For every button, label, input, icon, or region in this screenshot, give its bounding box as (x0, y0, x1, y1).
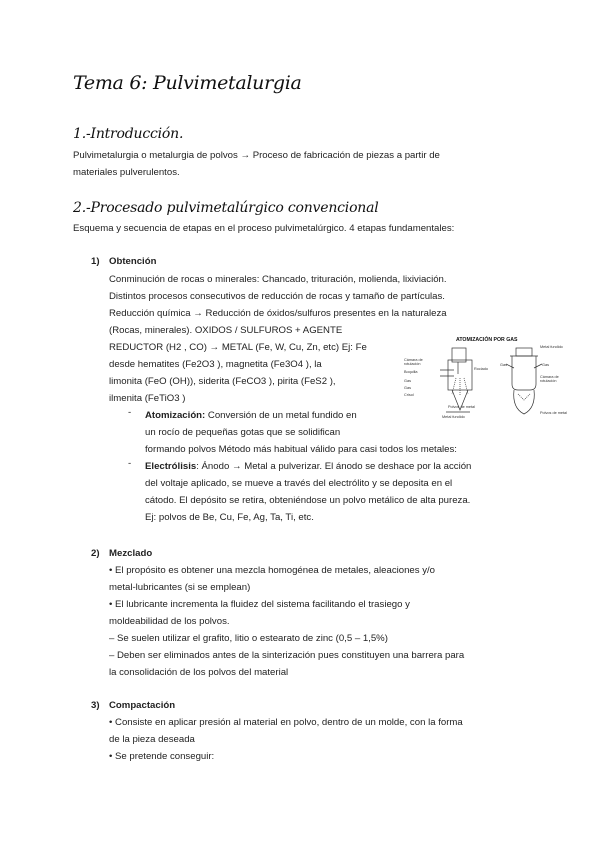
fig-label-rociado: Rociado (474, 367, 488, 371)
fig-label-camara-left2: rotulación (404, 362, 421, 366)
step1-line-3: Reducción química → Reducción de óxidos/sulfuros presentes en la naturaleza (109, 308, 447, 319)
step2-line-3: • El lubricante incrementa la fluidez del sistema facilitando el trasiego y (109, 599, 410, 610)
atomizacion-line-3: formando polvos Método más habitual válido para casi todos los metales: (145, 444, 457, 455)
atomizacion-line-1 (145, 407, 357, 424)
step2-line-2: metal-lubricantes (si se emplean) (109, 582, 251, 593)
electrolisis-line-1 (145, 458, 471, 475)
sec2-intro: Esquema y secuencia de etapas en el proceso pulvimetalúrgico. 4 etapas fundamentales: (73, 223, 455, 234)
step-3-heading: Compactación (109, 700, 176, 711)
step1-line-7: limonita (FeO (OH)), siderita (FeCO3 ), pirita (FeS2 ), (109, 376, 336, 387)
step1-line-2: Distintos procesos consecutivos de reducción de rocas y tamaño de partículas. (109, 291, 445, 302)
step2-line-7: la consolidación de los polvos del material (109, 667, 289, 678)
atomizacion-text-1: Conversión de un metal fundido en (205, 410, 357, 421)
fig-label-gas2: Gas (404, 386, 411, 390)
fig-label-metal-fundido-right: Metal fundido (540, 345, 563, 349)
fig-label-camara-right: Cámara de (540, 375, 559, 379)
fig-label-gas-right2: Gas (542, 363, 549, 367)
electrolisis-line-3: cátodo. El depósito se retira, obteniéndose un polvo metálico de alta pureza. (145, 495, 471, 506)
atomizacion-dash: - (128, 407, 132, 418)
gas-atomization-figure (400, 334, 588, 420)
left-apparatus-drawing (440, 348, 472, 412)
step3-line-3: • Se pretende conseguir: (109, 751, 215, 762)
fig-label-polvo-right: Polvos de metal (540, 411, 568, 415)
section-1-heading: 1.-Introducción. (73, 126, 184, 142)
fig-label-gas-right1: Gas (500, 363, 507, 367)
fig-label-camara-left: Cámara de (404, 358, 423, 362)
step1-line-6: desde hematites (Fe2O3 ), magnetita (Fe3O4 ), la (109, 359, 322, 370)
fig-label-crisol: Crisol (404, 393, 414, 397)
fig-label-metal-fundido-left: Metal fundido (442, 415, 465, 419)
sec1-line-1: Pulvimetalurgia o metalurgia de polvos → Proceso de fabricación de piezas a partir de (73, 150, 440, 161)
electrolisis-dash: - (128, 458, 132, 469)
electrolisis-label: Electrólisis (145, 461, 197, 472)
fig-label-boquilla: Boquilla (404, 370, 418, 374)
step-1-heading: Obtención (109, 256, 157, 267)
atomizacion-line-2: un rocío de pequeñas gotas que se solidifican (145, 427, 341, 438)
step1-line-4: (Rocas, minerales). OXIDOS / SULFUROS + AGENTE (109, 325, 343, 336)
electrolisis-line-4: Ej: polvos de Be, Cu, Fe, Ag, Ta, Ti, etc. (145, 512, 314, 523)
step-2-number: 2) (91, 548, 100, 559)
step-1-number: 1) (91, 256, 100, 267)
section-2-heading: 2.-Procesado pulvimetalúrgico convencional (73, 200, 379, 216)
atomizacion-label: Atomización: (145, 410, 206, 421)
page-title: Tema 6: Pulvimetalurgia (73, 72, 302, 94)
right-apparatus-drawing (506, 348, 542, 414)
step1-line-5: REDUCTOR (H2 , CO) → METAL (Fe, W, Cu, Zn, etc) Ej: Fe (109, 342, 367, 353)
step-3-number: 3) (91, 700, 100, 711)
step1-line-1: Conminución de rocas o minerales: Chancado, trituración, molienda, lixiviación. (109, 274, 447, 285)
electrolisis-line-2: del voltaje aplicado, se mueve a través del electrólito y se deposita en el (145, 478, 453, 489)
step2-line-6: – Deben ser eliminados antes de la sinterización pues constituyen una barrera para (109, 650, 465, 661)
step3-line-2: de la pieza deseada (109, 734, 195, 745)
fig-label-gas1: Gas (404, 379, 411, 383)
step2-line-5: – Se suelen utilizar el grafito, litio o estearato de zinc (0,5 – 1,5%) (109, 633, 388, 644)
step1-line-8: ilmenita (FeTiO3 ) (109, 393, 186, 404)
fig-label-camara-right2: rotulación (540, 379, 557, 383)
sec1-line-2: materiales pulverulentos. (73, 167, 180, 178)
step2-line-1: • El propósito es obtener una mezcla homogénea de metales, aleaciones y/o (109, 565, 436, 576)
step-2-heading: Mezclado (109, 548, 153, 559)
step3-line-1: • Consiste en aplicar presión al material en polvo, dentro de un molde, con la forma (109, 717, 463, 728)
fig-label-polvo-left: Polvos de metal (448, 405, 476, 409)
step2-line-4: moldeabilidad de los polvos. (109, 616, 230, 627)
electrolisis-text-1: : Ánodo → Metal a pulverizar. El ánodo se deshace por la acción (196, 461, 472, 472)
figure-title: ATOMIZACIÓN POR GAS (456, 337, 518, 343)
